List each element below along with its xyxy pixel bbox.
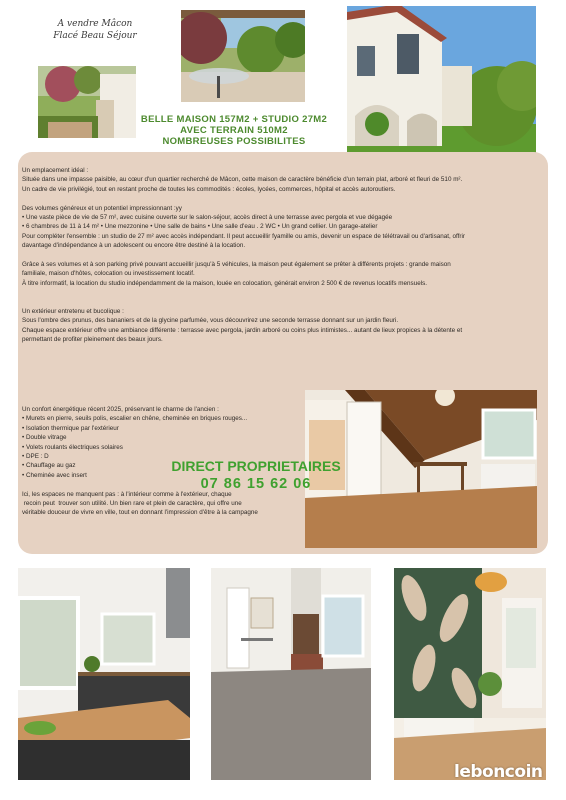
text-line: Sous l'ombre des prunus, des bananiers et de la glycine parfumée, vous découvrirez une seconde terrasse donnant sur un jardin fleuri.	[22, 317, 399, 325]
text-line: Ici, les espaces ne manquent pas : à l'intérieur comme à l'extérieur, chaque	[22, 490, 232, 498]
text-line: Un emplacement idéal :	[22, 167, 89, 174]
kitchen-photo	[18, 568, 190, 780]
contact-phone[interactable]: 07 86 15 62 06	[200, 476, 312, 492]
text-line: Un extérieur entretenu et bucolique :	[22, 308, 124, 316]
headline	[130, 114, 338, 147]
text-line: • Double vitrage	[22, 434, 67, 442]
text-line: • Volets roulants électriques solaires	[22, 443, 123, 451]
sale-location-line1: A vendre Mâcon	[57, 19, 133, 29]
text-line: davantage d'indépendance à un adolescent ou encore être destiné à la location.	[22, 242, 246, 250]
text-line: • Murets en pierre, seuils polis, escalier en chêne, cheminée en briques rouges...	[22, 415, 248, 423]
text-line: Chaque espace extérieur offre une ambiance différente : terrasse avec pergola, jardin arboré ou coins plus intimistes... autant de lieux propices à la détente et	[22, 326, 463, 334]
text-line: Un confort énergétique récent 2025, préservant le charme de l'ancien :	[22, 406, 219, 413]
sale-location-title	[40, 18, 150, 42]
text-line: Des volumes généreux et un potentiel impressionnant :yy	[22, 204, 182, 212]
text-line: Grâce à ses volumes et à son parking privé pouvant accueillir jusqu'à 5 véhicules, la maison peut également se prêter à différents projets : grande maison	[22, 261, 451, 269]
bedroom-photo	[394, 568, 546, 780]
leboncoin-logo: leboncoin	[454, 762, 543, 782]
sale-location-line2: Flacé Beau Séjour	[53, 31, 137, 41]
terrace-table-photo	[181, 10, 305, 102]
text-line: Pour compléter l'ensemble : un studio de 27 m² avec accès indépendant. Il peut accueillir fyamille ou amis, devenir un espace de télétravail ou d'artisanat, offrir	[22, 232, 465, 240]
headline-line2: AVEC TERRAIN 510M2	[180, 125, 288, 136]
contact-block	[158, 458, 354, 494]
contact-label: DIRECT PROPRIETAIRES	[171, 458, 341, 474]
text-line: À titre informatif, la location du studio indépendamment de la maison, louée en colocation, générait environ 2 500 € de revenus locatifs mensuels.	[22, 279, 427, 287]
text-line: véritable douceur de vivre en ville, tout en donnant l'impression d'être à la campagne	[22, 509, 258, 517]
headline-line3: NOMBREUSES POSSIBILITES	[162, 136, 306, 147]
text-line: permettant de profiter pleinement des beaux jours.	[22, 336, 163, 344]
headline-line1: BELLE MAISON 157M2 + STUDIO 27M2	[140, 114, 328, 125]
description-text-top	[22, 166, 542, 345]
text-line: Située dans une impasse paisible, au cœur d'un quartier recherché de Mâcon, cette maison de caractère bénéficie d'un terrain plat, arboré et fleuri de 510 m².	[22, 176, 463, 184]
text-line: familiale, maison d'hôtes, colocation ou investissement locatif.	[22, 270, 195, 278]
text-line: • Chauffage au gaz	[22, 462, 76, 470]
text-line: recoin peut trouver son utilité. Un bien rare et plein de caractère, qui offre une	[22, 500, 242, 508]
text-line: Un cadre de vie privilégié, tout en restant proche de toutes les commodités : écoles, lycées, commerces, hôpital et accès autoroutiers.	[22, 185, 396, 193]
living-room-photo	[211, 568, 371, 780]
house-exterior-photo	[347, 6, 536, 163]
garden-stairs-photo	[38, 66, 136, 138]
text-line: • DPE : D	[22, 453, 49, 461]
text-line: • Cheminée avec insert	[22, 471, 87, 479]
text-line: • Isolation thermique par l'extérieur	[22, 424, 119, 432]
text-line: • 6 chambres de 11 à 14 m² • Une mezzonine • Une salle de bains • Une salle d'eau . 2 WC • Un grand cellier. Un garage-atelier	[22, 223, 378, 231]
text-line: • Une vaste pièce de vie de 57 m², avec cuisine ouverte sur le salon-séjour, accès direct à une terrasse avec pergola et vue dégagée	[22, 214, 393, 222]
